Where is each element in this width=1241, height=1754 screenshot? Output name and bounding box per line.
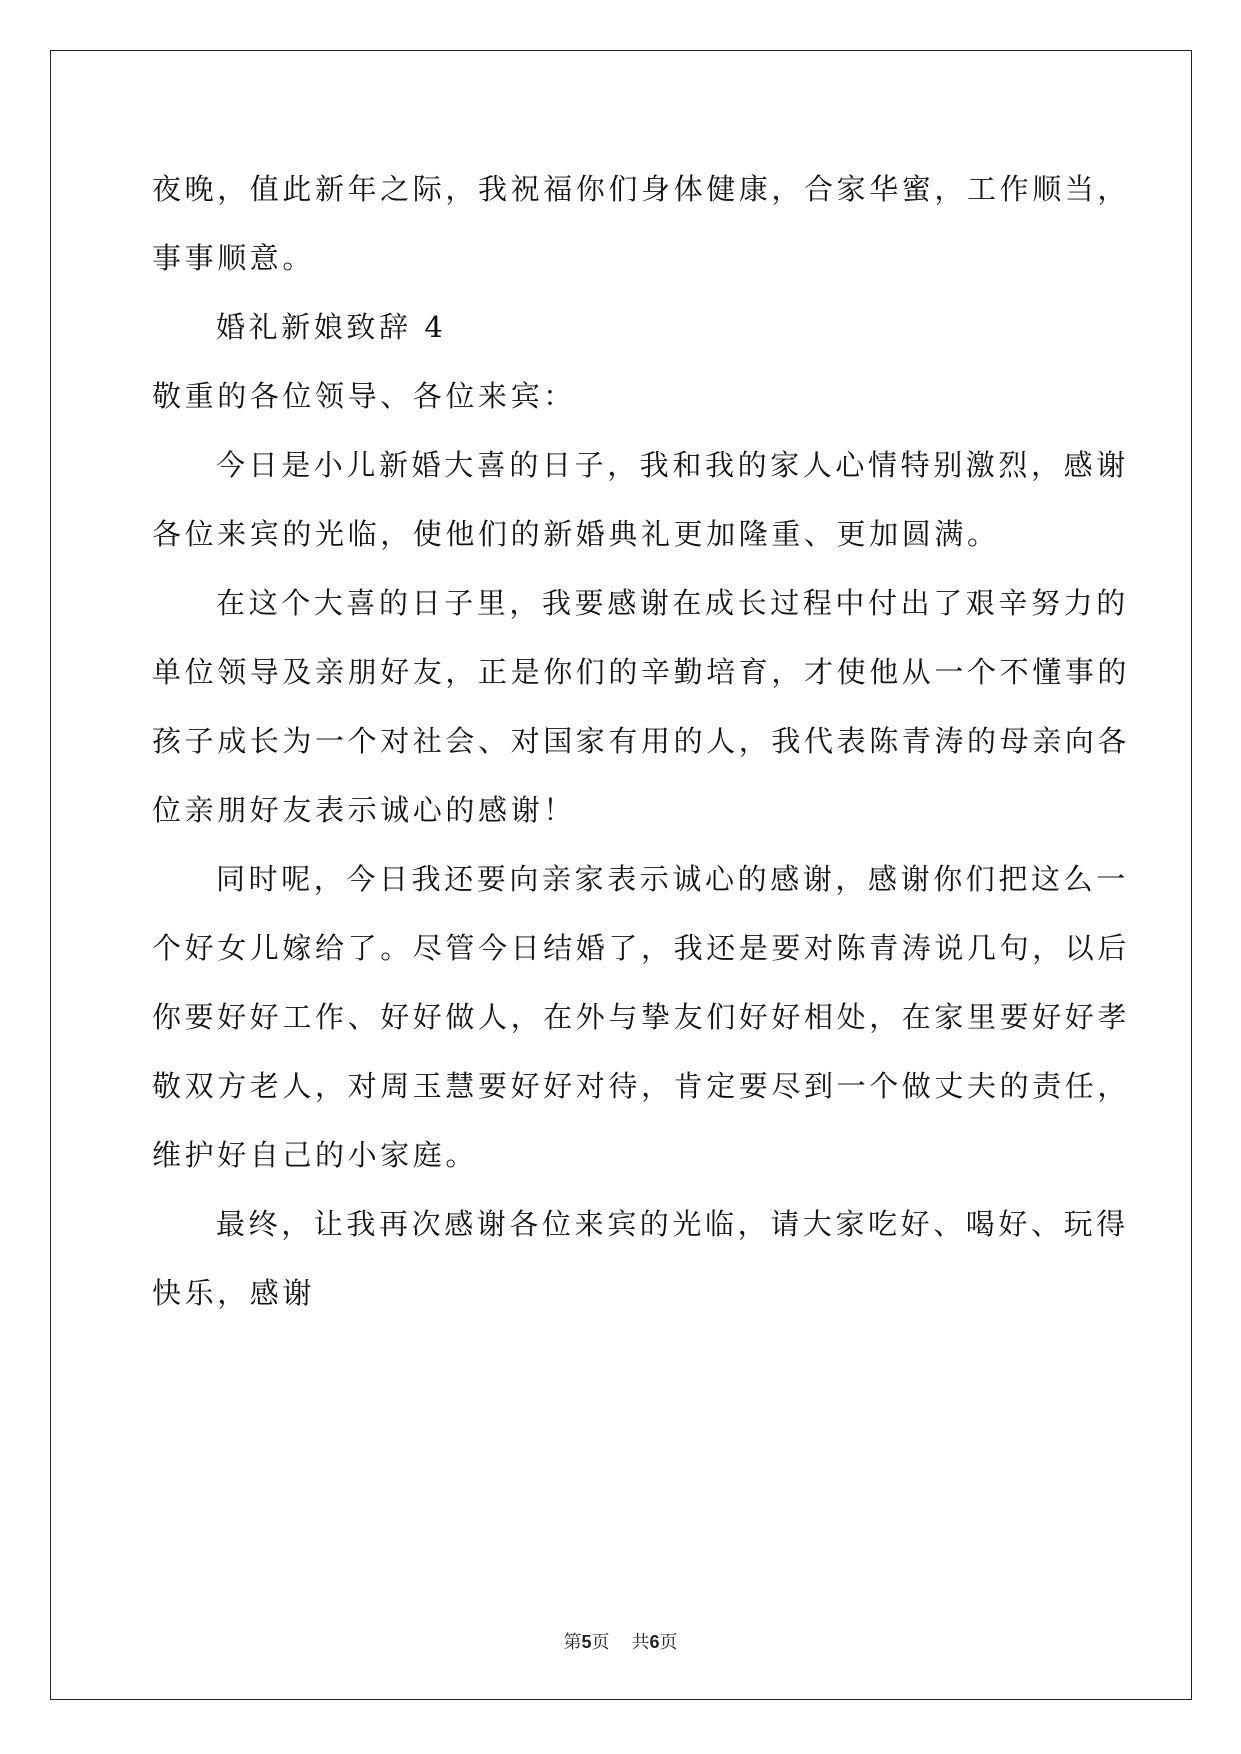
total-label-prefix: 共 (631, 1632, 650, 1653)
current-page-number: 5 (581, 1632, 592, 1652)
body-line: 孩子成长为一个对社会、对国家有用的人，我代表陈青涛的母亲向各 (152, 724, 1131, 758)
page-label-suffix: 页 (591, 1632, 610, 1653)
body-line: 各位来宾的光临，使他们的新婚典礼更加隆重、更加圆满。 (152, 517, 1000, 551)
total-label-suffix: 页 (659, 1632, 678, 1653)
body-line: 维护好自己的小家庭。 (152, 1138, 479, 1172)
body-line: 同时呢，今日我还要向亲家表示诚心的感谢，感谢你们把这么一 (216, 862, 1129, 896)
page-label-prefix: 第 (563, 1632, 582, 1653)
salutation: 敬重的各位领导、各位来宾： (152, 379, 576, 413)
body-line: 事事顺意。 (152, 241, 316, 275)
body-line: 单位领导及亲朋好友，正是你们的辛勤培育，才使他从一个不懂事的 (152, 655, 1131, 689)
body-line: 在这个大喜的日子里，我要感谢在成长过程中付出了艰辛努力的 (216, 586, 1129, 620)
body-line: 夜晚，值此新年之际，我祝福你们身体健康，合家华蜜，工作顺当， (152, 172, 1131, 206)
page-footer (0, 1630, 1241, 1655)
body-line: 你要好好工作、好好做人，在外与挚友们好好相处，在家里要好好孝 (152, 1000, 1131, 1034)
document-body (152, 155, 1131, 1328)
section-heading: 婚礼新娘致辞 4 (216, 310, 447, 344)
body-line: 位亲朋好友表示诚心的感谢！ (152, 793, 576, 827)
body-line: 快乐，感谢 (152, 1276, 316, 1310)
body-line: 最终，让我再次感谢各位来宾的光临，请大家吃好、喝好、玩得 (216, 1207, 1129, 1241)
body-line: 敬双方老人，对周玉慧要好好对待，肯定要尽到一个做丈夫的责任， (152, 1069, 1131, 1103)
body-line: 个好女儿嫁给了。尽管今日结婚了，我还是要对陈青涛说几句，以后 (152, 931, 1131, 965)
body-line: 今日是小儿新婚大喜的日子，我和我的家人心情特别激烈，感谢 (216, 448, 1129, 482)
total-page-number: 6 (649, 1632, 660, 1652)
